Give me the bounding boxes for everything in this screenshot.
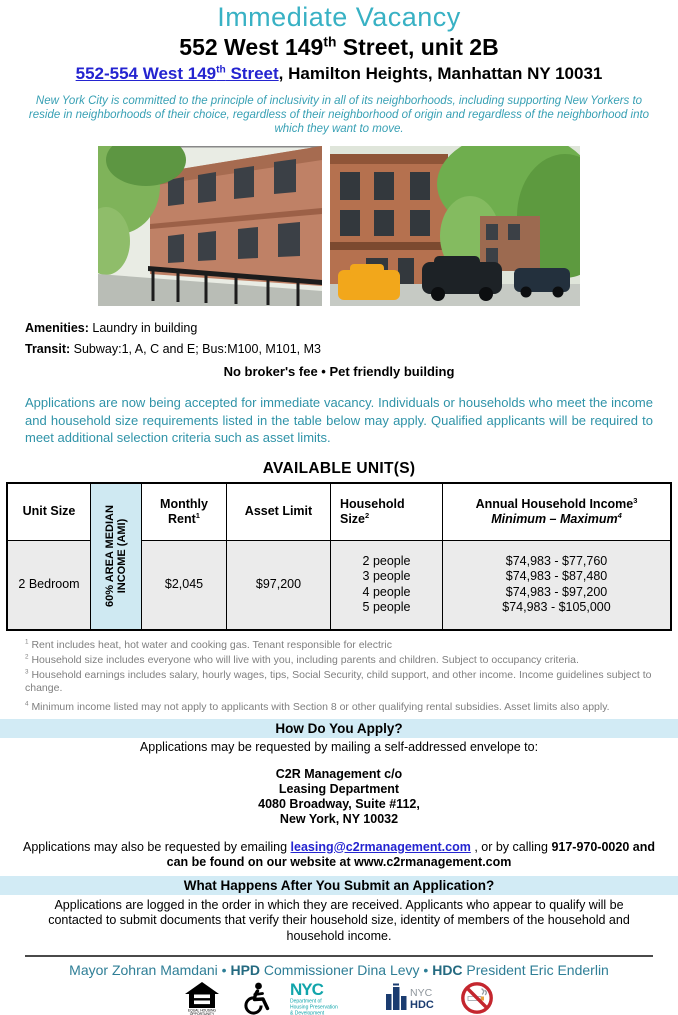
transit-line [25,341,678,357]
building-facts [25,320,678,357]
perks-line: No broker's fee • Pet friendly building [0,364,678,379]
col-header-monthly-rent [142,483,227,541]
income-footnote-ref2: 4 [618,510,622,519]
hdc-abbr: HDC [432,962,462,978]
no-smoking-icon [460,981,494,1015]
agency-logos-row [0,981,678,1015]
equal-housing-caption-2: OPPORTUNITY [190,1012,215,1015]
equal-housing-icon [184,981,220,1015]
household-size-option: 2 people [333,554,440,570]
email-text-mid: , or by calling [471,840,552,854]
col-header-unit-size: Unit Size [7,483,91,541]
hpd-commissioner-text: Commissioner Dina Levy • [260,962,432,978]
household-size-option: 3 people [333,569,440,585]
inclusivity-note: New York City is committed to the principle of inclusivity in all of its neighborhoods, including supporting New Yorkers to reside in neighborhoods of their choice, regardless of their neighborhood of origin and regardless of the neighborhood into which they want to move. [28,94,650,136]
ami-vertical-label: 60% AREA MEDIAN INCOME (AMI) [104,491,128,621]
mailing-address-line: Leasing Department [0,782,678,797]
link-post: Street [226,64,279,83]
unit-address-post: Street, unit 2B [336,34,498,60]
unit-address-heading [0,34,678,61]
hpd-line-2: Housing Preservation [290,1005,338,1011]
building-photo-right [330,146,580,306]
page-title: Immediate Vacancy [0,2,678,33]
income-header-line1: Annual Household Income [476,497,634,511]
building-address-line [0,64,678,84]
available-units-table [6,482,672,631]
hdc-hdc-text: HDC [410,999,434,1011]
email-request-paragraph [18,840,660,871]
mailing-address-line: New York, NY 10032 [0,812,678,827]
leasing-email-link[interactable]: leasing@c2rmanagement.com [291,840,471,854]
hpd-logo [290,981,366,1015]
hpd-line-1: Department of [290,999,322,1005]
cell-unit-size: 2 Bedroom [7,540,91,630]
household-footnote-ref: 2 [365,510,369,519]
application-intro: Applications are now being accepted for immediate vacancy. Individuals or households who meet the income and household size requirements listed in the table below may apply. Qualified applicants will be required to meet additional selection criteria such as asset limits. [25,394,653,447]
amenities-value: Laundry in building [89,321,197,335]
rent-header-line1: Monthly [160,497,208,511]
photo-row [0,146,678,306]
footnotes [25,639,653,714]
footnote-2-number: 2 [25,653,29,660]
mayor-text: Mayor Zohran Mamdani • [69,962,230,978]
table-title: AVAILABLE UNIT(S) [0,460,678,478]
unit-address-ordinal: th [323,34,336,49]
household-size-option: 4 people [333,585,440,601]
footnote-3-number: 3 [25,668,29,675]
equal-housing-caption-1: EQUAL HOUSING [188,1009,216,1013]
footnote-1-text: Rent includes heat, hot water and cooking gas. Tenant responsible for electric [31,639,392,651]
transit-value: Subway:1, A, C and E; Bus:M100, M101, M3 [70,342,321,356]
table-header-row [7,483,671,541]
footnote-1-number: 1 [25,638,29,645]
footnote-2-text: Household size includes everyone who will live with you, including parents and children. Subject to occupancy criteria. [31,654,578,666]
flyer-page [0,2,678,1015]
household-size-option: 5 people [333,600,440,616]
neighborhood-text: , Hamilton Heights, Manhattan NY 10031 [279,64,603,83]
income-range: $74,983 - $77,760 [445,554,668,570]
mailing-address-block [0,767,678,827]
footnote-3 [25,669,653,695]
amenities-line [25,320,678,336]
col-header-asset-limit: Asset Limit [227,483,331,541]
footnote-1 [25,639,653,652]
cell-asset-limit: $97,200 [227,540,331,630]
rent-footnote-ref: 1 [196,510,200,519]
cell-income-ranges [443,540,672,630]
application-logging-note: Applications are logged in the order in which they are received. Applicants who appear to qualify will be contacted to submit documents that verify their household size, identity of members of the household and household income. [30,898,648,945]
phone-and-website-text: 917-970-0020 and can be found on our website at www.c2rmanagement.com [167,840,655,870]
accessibility-icon [240,982,270,1015]
household-header-line2: Size [340,512,365,526]
col-ami [91,483,142,630]
building-photo-left [98,146,322,306]
cell-household-sizes [331,540,443,630]
unit-address-pre: 552 West 149 [179,34,323,60]
footnote-4-number: 4 [25,700,29,707]
income-header-line2: Minimum – Maximum [491,512,617,526]
mailing-address-line: 4080 Broadway, Suite #112, [0,797,678,812]
hdc-nyc-text: NYC [410,987,433,999]
building-address-link[interactable] [76,64,279,83]
link-ordinal: th [216,64,226,75]
income-range: $74,983 - $105,000 [445,600,668,616]
mailing-address-line: C2R Management c/o [0,767,678,782]
hdc-president-text: President Eric Enderlin [463,962,609,978]
footnote-4-text: Minimum income listed may not apply to applicants with Section 8 or other qualifying rental subsidies. Asset limits also apply. [31,701,609,713]
income-range: $74,983 - $87,480 [445,569,668,585]
footnote-3-text: Household earnings includes salary, hourly wages, tips, Social Security, child support, and other income. Income guidelines subject to change. [25,669,651,694]
transit-label: Transit: [25,342,70,356]
hpd-line-3: & Development [290,1011,325,1015]
hpd-nyc-text: NYC [290,981,324,999]
link-pre: 552-554 West 149 [76,64,217,83]
rent-header-line2: Rent [168,512,196,526]
cell-monthly-rent: $2,045 [142,540,227,630]
income-footnote-ref1: 3 [633,495,637,504]
col-header-annual-income [443,483,672,541]
income-range: $74,983 - $97,200 [445,585,668,601]
mail-request-intro: Applications may be requested by mailing a self-addressed envelope to: [0,740,678,754]
after-submit-band: What Happens After You Submit an Application? [0,876,678,895]
col-header-household-size [331,483,443,541]
footnote-2 [25,654,653,667]
footer-divider [25,955,653,957]
officials-line [0,962,678,978]
footnote-4 [25,701,653,714]
amenities-label: Amenities: [25,321,89,335]
hdc-logo [386,982,440,1014]
household-header-line1: Household [340,497,405,511]
email-text-pre: Applications may also be requested by emailing [23,840,291,854]
how-to-apply-band: How Do You Apply? [0,719,678,738]
hpd-abbr: HPD [230,962,260,978]
